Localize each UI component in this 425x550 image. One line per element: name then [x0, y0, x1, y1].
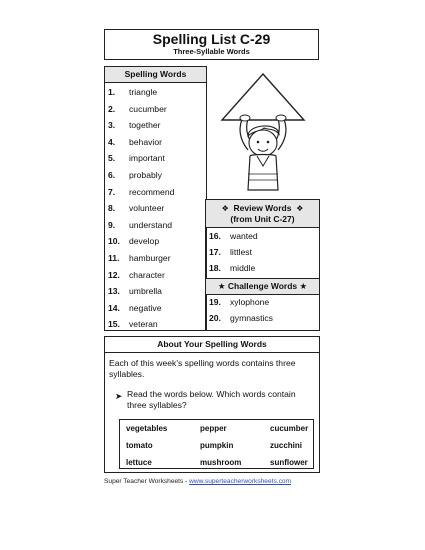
star-icon: ★ [299, 281, 308, 291]
spelling-words-heading: Spelling Words [105, 67, 206, 83]
item-word: littlest [230, 247, 252, 257]
table-word: cucumber [270, 424, 309, 433]
item-number: 8. [108, 203, 116, 214]
page-header [104, 29, 319, 60]
table-word: sunflower [270, 458, 308, 467]
item-word: volunteer [129, 203, 165, 214]
item-number: 3. [108, 120, 116, 131]
page-subtitle: Three-Syllable Words [173, 47, 250, 56]
item-word: important [129, 153, 165, 164]
item-word: recommend [129, 186, 175, 197]
item-word: wanted [230, 231, 258, 241]
table-word: pepper [200, 424, 227, 433]
item-word: cucumber [129, 103, 167, 114]
item-word: xylophone [230, 297, 270, 307]
footer-credit: Super Teacher Worksheets - [104, 478, 190, 485]
item-number: 2. [108, 103, 116, 114]
challenge-words-heading [206, 278, 319, 295]
item-word: middle [230, 263, 256, 273]
item-number: 17. [209, 247, 221, 257]
table-word: tomato [126, 441, 153, 450]
footer-link[interactable]: www.superteacherworksheets.com [189, 478, 292, 485]
review-heading-line2: (from Unit C-27) [230, 214, 295, 224]
item-number: 10. [108, 236, 120, 247]
child-holding-triangle-illustration [212, 70, 314, 196]
star-icon: ★ [217, 281, 226, 291]
about-question: Read the words below. Which words contain three syllables? [127, 389, 296, 410]
item-word: veteran [129, 319, 158, 330]
item-word: hamburger [129, 253, 171, 263]
item-word: triangle [129, 87, 158, 97]
item-word: behavior [129, 136, 162, 147]
item-number: 5. [108, 153, 116, 164]
item-word: understand [129, 219, 173, 230]
table-word: lettuce [126, 458, 152, 467]
arrow-bullet-icon: ➤ [115, 391, 123, 401]
item-word: together [129, 120, 161, 131]
item-number: 1. [108, 87, 116, 97]
table-word: zucchini [270, 441, 303, 450]
review-words-box [205, 199, 320, 331]
table-word: mushroom [200, 458, 242, 467]
item-number: 13. [108, 286, 120, 297]
item-number: 14. [108, 302, 120, 313]
about-text: Each of this week's spelling words contains three syllables. [109, 358, 296, 379]
item-number: 18. [209, 263, 221, 273]
footer [104, 478, 291, 485]
review-heading-line1: Review Words [233, 203, 292, 213]
item-word: gymnastics [230, 313, 273, 323]
review-words-heading [206, 200, 319, 228]
review-marker-icon: ❖ [296, 204, 304, 213]
item-number: 20. [209, 313, 221, 323]
table-word: vegetables [126, 424, 168, 433]
item-number: 4. [108, 136, 116, 147]
challenge-heading-label: Challenge Words [227, 281, 298, 291]
about-heading: About Your Spelling Words [105, 337, 319, 353]
item-number: 11. [108, 253, 120, 263]
item-number: 15. [108, 319, 120, 330]
syllable-words-table [119, 419, 314, 469]
table-word: pumpkin [200, 441, 234, 450]
about-box [104, 336, 320, 473]
item-number: 9. [108, 219, 116, 230]
page-title: Spelling List C-29 [152, 31, 271, 47]
review-marker-icon: ❖ [221, 204, 229, 213]
item-number: 19. [209, 297, 221, 307]
item-number: 7. [108, 186, 116, 197]
item-number: 16. [209, 231, 221, 241]
item-number: 6. [108, 170, 116, 180]
item-number: 12. [108, 269, 120, 280]
item-word: umbrella [129, 286, 162, 297]
spelling-words-box [104, 66, 207, 331]
item-word: character [129, 269, 165, 280]
item-word: develop [129, 236, 160, 247]
item-word: probably [129, 170, 162, 180]
item-word: negative [129, 302, 162, 313]
